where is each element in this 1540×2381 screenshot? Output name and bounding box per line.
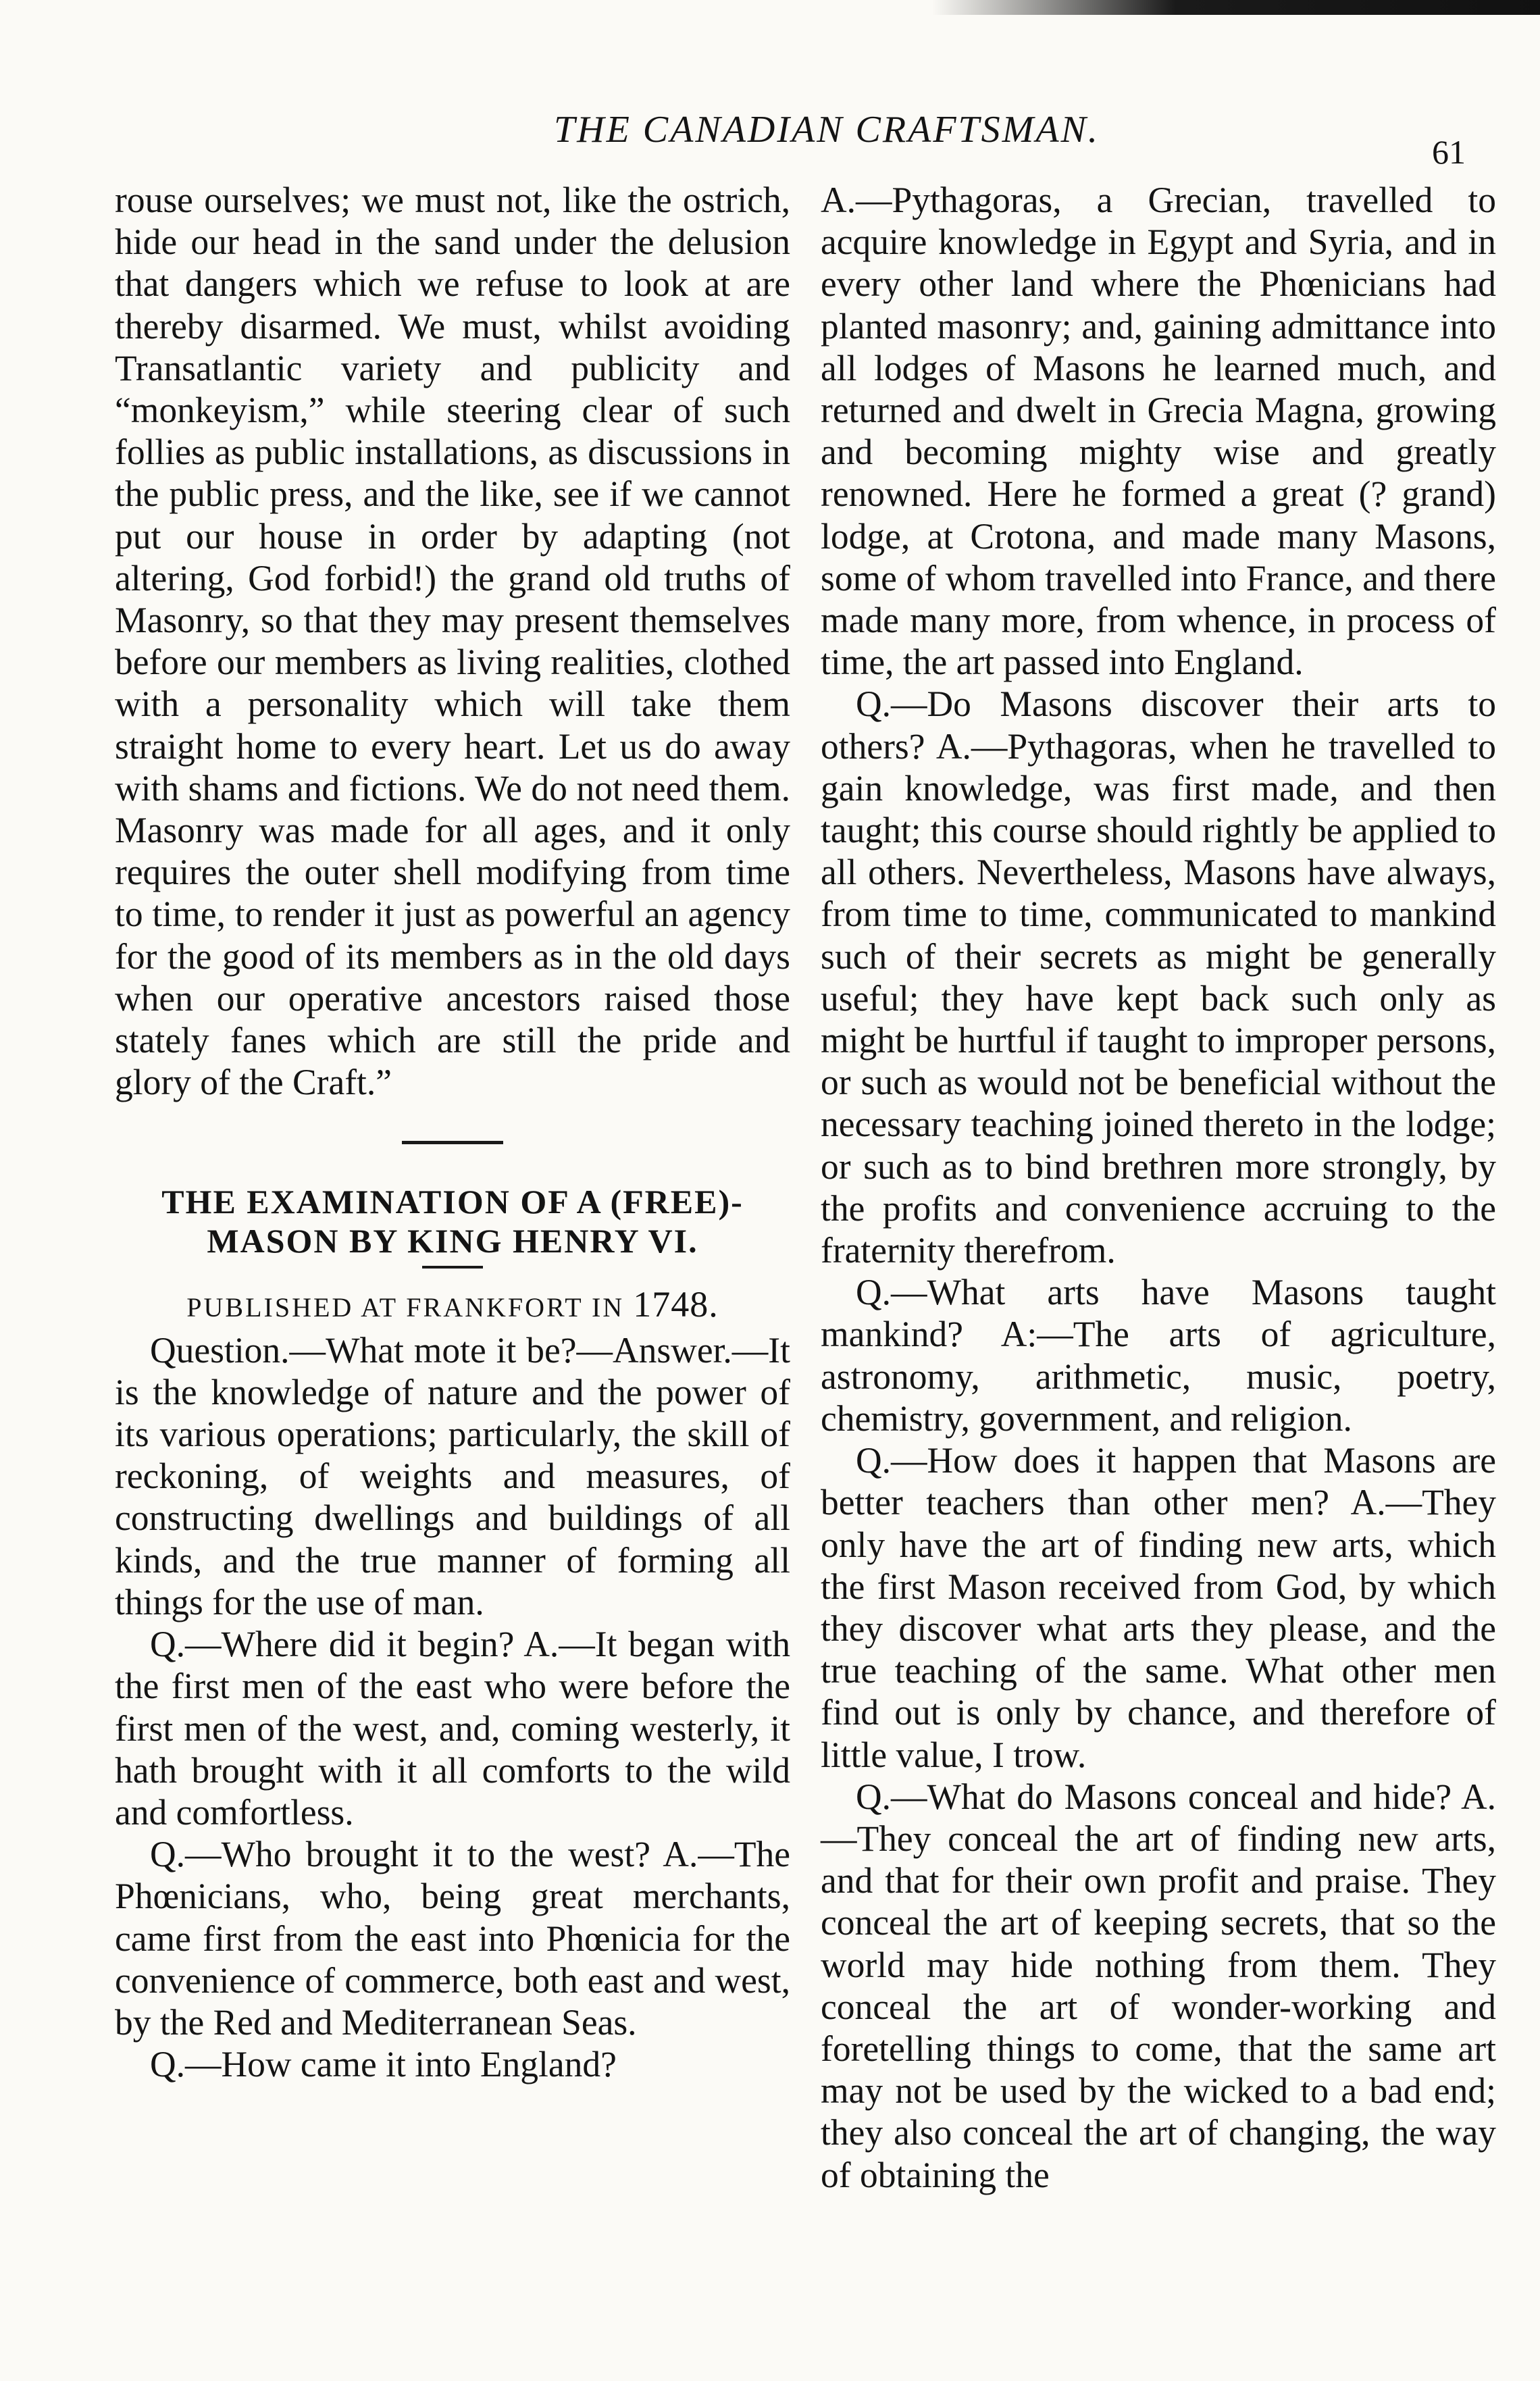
body-paragraph: Q.—What arts have Masons taught mankind? A:—The arts of agriculture, astronomy, arithmetic, music, poetry, chemistry, government, and religion. bbox=[821, 1272, 1496, 1439]
body-paragraph: Q.—Do Masons discover their arts to others? A.—Pythagoras, when he travelled to gain knowledge, was first made, and then taught; this course should rightly be applied to all others. Nevertheless, Masons have always, from time to time, communicated to mankind such of their secrets as might be generally useful; they have kept back such only as might be hurtful if taught to improper persons, or such as would not be beneficial without the necessary teaching joined thereto in the lodge; or such as to bind brethren more strongly, by the profits and convenience accruing to the fraternity therefrom. bbox=[821, 684, 1496, 1271]
body-paragraph: Q.—Where did it begin? A.—It began with the first men of the east who were before the first men of the west, and, coming westerly, it hath brought with it all comforts to the wild and comfortless. bbox=[115, 1624, 790, 1833]
body-paragraph: Q.—Who brought it to the west? A.—The Phœnicians, who, being great merchants, came first from the east into Phœnicia for the convenience of commerce, both east and west, by the Red and Mediterranean Seas. bbox=[115, 1834, 790, 2043]
body-paragraph: Question.—What mote it be?—Answer.—It is the knowledge of nature and the power of its various operations; particularly, the skill of reckoning, of weights and measures, of constructing dwellings and buildings of all kinds, and the true manner of forming all things for the use of man. bbox=[115, 1329, 790, 1622]
body-paragraph: A.—Pythagoras, a Grecian, travelled to acquire knowledge in Egypt and Syria, and in every other land where the Phœnicians had planted masonry; and, gaining admittance into all lodges of Masons he learned much, and returned and dwelt in Grecia Magna, growing and becoming mighty wise and greatly renowned. Here he formed a great (? grand) lodge, at Crotona, and made many Masons, some of whom travelled into France, and there made many more, from whence, in process of time, the art passed into England. bbox=[821, 180, 1496, 683]
body-paragraph: Q.—How came it into England? bbox=[150, 2044, 617, 2085]
title-divider bbox=[422, 1266, 483, 1269]
continued-paragraph: rouse ourselves; we must not, like the ostrich, hide our head in the sand under the delusion that dangers which we refuse to look at are thereby disarmed. We must, whilst avoiding Transatlantic variety and publicity and “monkeyism,” while steering clear of such follies as public installations, as discussions in the public press, and the like, see if we cannot put our house in order by adapting (not altering, God forbid!) the grand old truths of Masonry, so that they may present themselves before our members as living realities, clothed with a personality which will take them straight home to every heart. Let us do away with shams and fictions. We do not need them. Masonry was made for all ages, and it only requires the outer shell modifying from time to time, to render it just as powerful an agency for the good of its members as in the old days when our operative ancestors raised those stately fanes which are still the pride and glory of the Craft.” bbox=[115, 180, 790, 1103]
section-divider bbox=[402, 1141, 503, 1144]
imprint-line bbox=[115, 1283, 790, 1329]
body-paragraph: Q.—How does it happen that Masons are better teachers than other men? A.—They only have the art of finding new arts, which the first Mason received from God, by which they discover what arts they please, and the true teaching of the same. What other men find out is only by chance, and therefore of little value, I trow. bbox=[821, 1440, 1496, 1775]
section-title: THE EXAMINATION OF A (FREE)-MASON BY KING HENRY VI. bbox=[161, 1183, 744, 1260]
imprint-text: PUBLISHED AT FRANKFORT IN bbox=[186, 1292, 625, 1323]
page-number: 61 bbox=[1432, 133, 1466, 171]
imprint-year: 1748. bbox=[633, 1284, 719, 1325]
running-title: THE CANADIAN CRAFTSMAN. bbox=[554, 109, 1100, 151]
running-head bbox=[0, 108, 1540, 171]
right-column bbox=[821, 179, 1496, 2196]
top-edge-rule bbox=[932, 0, 1540, 15]
left-column bbox=[115, 179, 790, 2085]
body-paragraph: Q.—What do Masons conceal and hide? A.—They conceal the art of finding new arts, and that for their own profit and praise. They conceal the art of keeping secrets, that so the world may hide nothing from them. They conceal the art of wonder-working and foretelling things to come, that the same art may not be used by the wicked to a bad end; they also conceal the art of changing, the way of obtaining the bbox=[821, 1776, 1496, 2195]
